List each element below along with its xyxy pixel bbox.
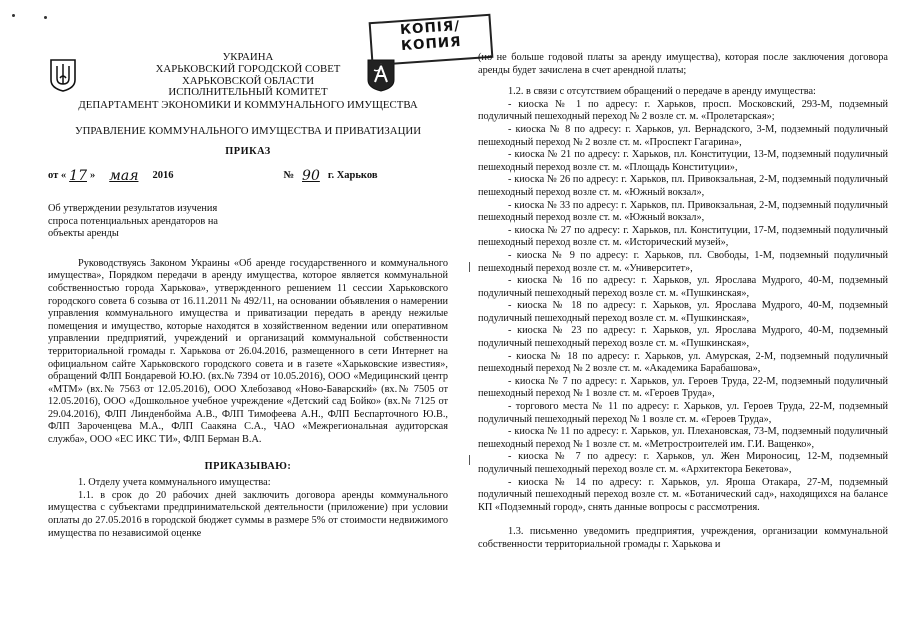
list-item: - киоска № 9 по адресу: г. Харьков, пл. Свободы, 1-М, подземный подуличный пешеходный переход возле ст. м. «Университет»,: [478, 249, 888, 274]
list-item: - киоска № 1 по адресу: г. Харьков, просп. Московский, 293-М, подземный подуличный пешеходный переход № 2 возле ст. м. «Пролетарская»;: [478, 98, 888, 123]
date-year: 2016: [152, 170, 174, 182]
left-item-1-1: 1.1. в срок до 20 рабочих дней заключить договора аренды коммунального имущества с субъектами предпринимательской деятельности (приложение) при условии оплаты до 27.05.2016 в городской бюджет суммы в размере 5% от стоимости недвижимого имущества по независимой оценке: [48, 489, 448, 539]
right-column: [478, 52, 888, 552]
council-name: ХАРЬКОВСКИЙ ГОРОДСКОЙ СОВЕТ: [155, 62, 341, 75]
list-item: - торгового места № 11 по адресу: г. Харьков, ул. Героев Труда, 22-М, подземный подуличный пешеходный переход № 1 возле ст. м. «Героев Труда»,: [478, 401, 888, 425]
committee-name: ИСПОЛНИТЕЛЬНЫЙ КОМИТЕТ: [168, 86, 328, 99]
scan-speck: [12, 14, 15, 17]
list-item: - киоска № 18 по адресу: г. Харьков, ул. Амурская, 2-М, подземный подуличный пешеходный переход № 2 возле ст. м. «Академика Барабашова»,: [478, 350, 888, 375]
list-item: - киоска № 14 по адресу: г. Харьков, ул. Ярошa Отакара, 27-М, подземный подуличный пешеходный переход возле ст. м. «Ботанический сад», находящихся на балансе КП «Подземный город», снять данные вопросы с рассмотрения.: [478, 476, 888, 513]
kiosk-list: [478, 99, 888, 515]
scan-mark: [469, 455, 470, 465]
list-item: - киоска № 8 по адресу: г. Харьков, ул. Вернадского, 3-М, подземный подуличный пешеходный переход № 2 возле ст. м. «Проспект Гагарина»,: [478, 123, 888, 148]
list-item: - киоска № 21 по адресу: г. Харьков, пл. Конституции, 13-М, подземный подуличный пешеходный переход возле ст. м. «Площадь Конституции»,: [478, 149, 888, 173]
stamp-line-1: КОПІЯ/: [399, 17, 461, 39]
list-item: - киоска № 7 по адресу: г. Харьков, ул. Героев Труда, 22-М, подземный подуличный пешеходный переход № 1 возле ст. м. «Героев Труда»,: [478, 375, 888, 400]
department-name: ДЕПАРТАМЕНТ ЭКОНОМИКИ И КОММУНАЛЬНОГО ИМУЩЕСТВА: [78, 99, 418, 112]
list-item: - киоска № 11 по адресу: г. Харьков, ул. Плехановская, 73-М, подземный подуличный пешеходный переход № 1 возле ст. м. «Метростроителей им. Г.И. Ващенко»,: [478, 426, 888, 450]
date-day: 17: [69, 168, 87, 185]
right-intro: (но не больше годовой платы за аренду имущества), которая после заключения договора аренды будет зачислена в счет арендной платы;: [478, 52, 888, 76]
order-number: 90: [302, 168, 320, 185]
list-item: - киоска № 33 по адресу: г. Харьков, пл. Привокзальная, 2-М, подземный подуличный пешеходный переход возле ст. м. «Южный вокзал»,: [478, 199, 888, 224]
list-item: - киоска № 27 по адресу: г. Харьков, пл. Конституции, 17-М, подземный подуличный пешеходный переход возле ст. м. «Исторический музей»,: [478, 224, 888, 249]
left-item-1: 1. Отделу учета коммунального имущества:: [78, 477, 271, 489]
order-subject: Об утверждении результатов изучения спроса потенциальных арендаторов на объекты аренды: [48, 202, 218, 240]
document-type: ПРИКАЗ: [225, 145, 271, 157]
right-subitem-1-3: 1.3. письменно уведомить предприятия, учреждения, организации коммунальной собственности территориальной громады г. Харькова и: [478, 526, 888, 550]
list-item: - киоска № 23 по адресу: г. Харьков, ул. Ярослава Мудрого, 40-М, подземный подуличный пешеходный переход возле ст. м. «Пушкинская»,: [478, 325, 888, 350]
list-item: - киоска № 26 по адресу: г. Харьков, пл. Привокзальная, 2-М, подземный подуличный пешеходный переход возле ст. м. «Южный вокзал»,: [478, 174, 888, 198]
city-name: г. Харьков: [327, 170, 378, 182]
left-column: [48, 52, 448, 540]
region-name: ХАРЬКОВСКОЙ ОБЛАСТИ: [181, 74, 315, 87]
list-item: - киоска № 7 по адресу: г. Харьков, ул. Жен Мироносиц, 12-М, подземный подуличный пешеходный переход возле ст. м. «Архитектора Бекетова»,: [478, 451, 888, 475]
scan-mark: [469, 262, 470, 272]
date-number-row: [48, 170, 448, 183]
office-name: УПРАВЛЕНИЕ КОММУНАЛЬНОГО ИМУЩЕСТВА И ПРИВАТИЗАЦИИ: [74, 124, 421, 137]
date-prefix: от «: [48, 170, 67, 182]
date-mid: »: [89, 170, 96, 182]
preamble-text: Руководствуясь Законом Украины «Об аренде государственного и коммунального имущества», Порядком передачи в аренду имущества, которое является коммунальной собственностью города Харькова», утвержденного решением 11 сессии Харьковского городского совета 6 созыва от 16.11.2011 № 492/11, на основании объявления о намерении управления коммунального имущества и приватизации передать в аренду нежилые помещения и имущество, которые находятся в хозяйственном ведении или оперативном управлении предприятий, учреждений и организаций коммунальной собственности территориальной громады г. Харькова от 26.04.2016, размещенного в сети Интернет на официальном сайте Харьковского городского совета и в газете «Харьковские известия», обращений ФЛП Бондаревой Ю.Ю. (вх.№ 7394 от 10.05.2016), ООО «Медицинский центр «МТМ» (вх.№ 7563 от 12.05.2016), ООО Хлебозавод «Ново-Баварский» (вх.№ 7505 от 12.05.2016), ООО «Дошкольное учебное учреждение «Детский сад Бойко» (вх.№ 7125 от 29.04.2016), ФЛП Линденбойма А.В., ФЛП Тимофеева А.Н., ФЛП Беспарточного Ю.В., ФЛП Зароченцева М.А., ФЛП Саакяна С.А., ЧАО «Межрегиональная аудиторская служба», ООО «ЕС ИКС ТИ», ФЛП Берман В.А.: [48, 257, 448, 446]
stamp-line-2: КОПИЯ: [400, 33, 463, 55]
right-subitem-1-2: 1.2. в связи с отсутствием обращений о передаче в аренду имущества:: [508, 86, 816, 98]
order-heading: ПРИКАЗЫВАЮ:: [204, 460, 292, 472]
date-month: мая: [109, 168, 139, 185]
list-item: - киоска № 18 по адресу: г. Харьков, ул. Ярослава Мудрого, 40-М, подземный подуличный пешеходный переход возле ст. м. «Пушкинская»,: [478, 300, 888, 324]
list-item: - киоска № 16 по адресу: г. Харьков, ул. Ярослава Мудрого, 40-М, подземный подуличный пешеходный переход возле ст. м. «Пушкинская»,: [478, 275, 888, 299]
letterhead: [88, 52, 408, 99]
country-name: УКРАИНА: [222, 51, 274, 63]
number-prefix: №: [283, 170, 295, 182]
scan-speck: [44, 16, 47, 19]
